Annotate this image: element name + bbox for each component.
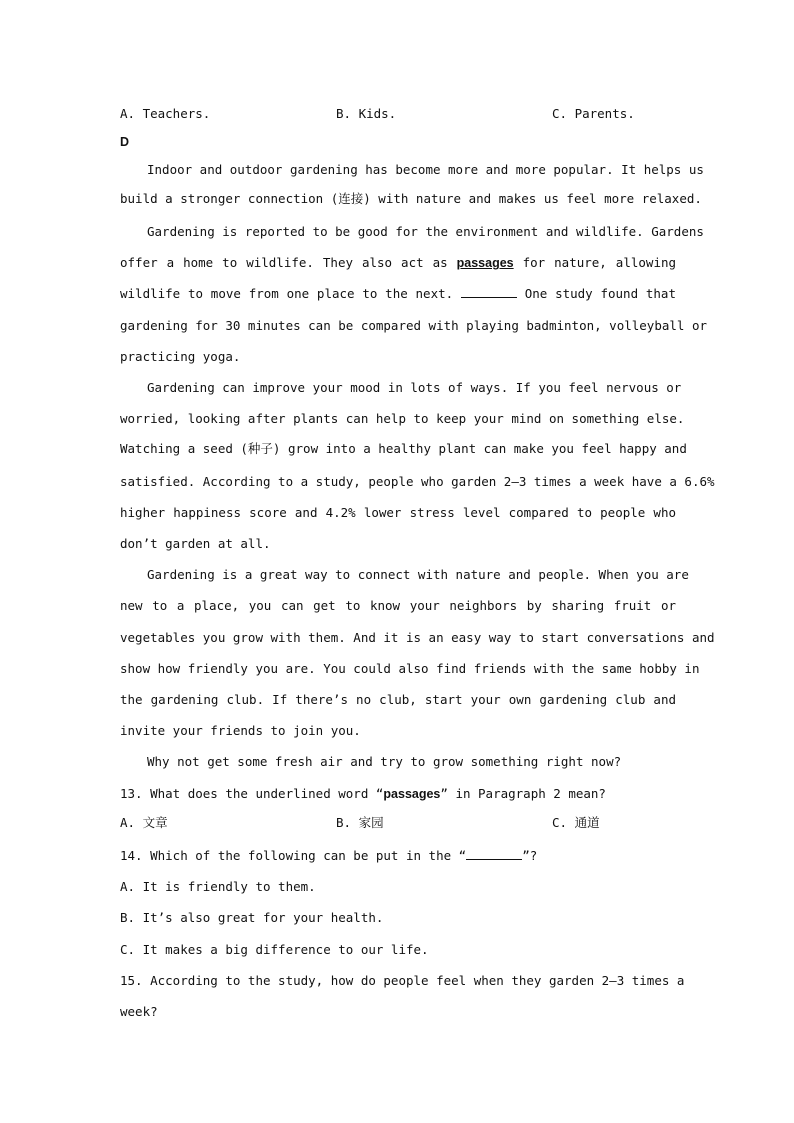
question-stem: week? xyxy=(120,1004,158,1019)
question-text: 13. What does the underlined word “ xyxy=(120,786,384,801)
option-b: B. It’s also great for your health. xyxy=(120,910,384,925)
answer-blank xyxy=(461,285,517,298)
paragraph-line: build a stronger connection (连接) with nature and makes us feel more relaxed. xyxy=(120,191,702,206)
option-a: A. 文章 xyxy=(120,815,168,830)
paragraph-text: offer a home to wildlife. They also act as xyxy=(120,255,448,270)
paragraph-line xyxy=(120,284,676,304)
question-stem: 15. According to the study, how do people feel when they garden 2–3 times a xyxy=(120,973,685,988)
question-stem xyxy=(120,846,537,866)
paragraph-line: vegetables you grow with them. And it is an easy way to start conversations and xyxy=(120,630,715,645)
paragraph-line: higher happiness score and 4.2% lower stress level compared to people who xyxy=(120,505,676,520)
paragraph-line: don’t garden at all. xyxy=(120,536,271,551)
option-a: A. It is friendly to them. xyxy=(120,879,316,894)
option-c: C. 通道 xyxy=(552,815,600,830)
paragraph-line: Indoor and outdoor gardening has become more and more popular. It helps us xyxy=(147,162,704,177)
question-text: ”? xyxy=(522,848,538,863)
question-keyword: passages xyxy=(383,787,441,801)
paragraph-line: satisfied. According to a study, people who garden 2–3 times a week have a 6.6% xyxy=(120,474,715,489)
paragraph-line: invite your friends to join you. xyxy=(120,723,361,738)
paragraph-line: show how friendly you are. You could also find friends with the same hobby in xyxy=(120,661,700,676)
paragraph-line: Gardening is reported to be good for the environment and wildlife. Gardens xyxy=(147,224,704,239)
paragraph-line: gardening for 30 minutes can be compared with playing badminton, volleyball or xyxy=(120,318,707,333)
question-text: 14. Which of the following can be put in the “ xyxy=(120,848,467,863)
question-text: ” in Paragraph 2 mean? xyxy=(440,786,606,801)
option-c: C. Parents. xyxy=(552,106,635,121)
paragraph-line: Gardening is a great way to connect with nature and people. When you are xyxy=(147,567,689,582)
paragraph-line: new to a place, you can get to know your neighbors by sharing fruit or xyxy=(120,598,676,613)
option-b: B. Kids. xyxy=(336,106,397,121)
paragraph-text: for nature, allowing xyxy=(522,255,677,270)
option-c: C. It makes a big difference to our life. xyxy=(120,942,429,957)
section-label: D xyxy=(120,135,130,149)
question-stem xyxy=(120,784,606,804)
paragraph-text: One study found that xyxy=(524,286,676,301)
paragraph-line: Watching a seed (种子) grow into a healthy plant can make you feel happy and xyxy=(120,441,687,456)
passage-paragraph-5: Why not get some fresh air and try to grow something right now? xyxy=(147,754,622,769)
paragraph-line: the gardening club. If there’s no club, start your own gardening club and xyxy=(120,692,676,707)
option-b: B. 家园 xyxy=(336,815,384,830)
paragraph-line: Gardening can improve your mood in lots of ways. If you feel nervous or xyxy=(147,380,682,395)
paragraph-text: wildlife to move from one place to the next. xyxy=(120,286,454,301)
paragraph-line: worried, looking after plants can help to keep your mind on something else. xyxy=(120,411,685,426)
answer-blank xyxy=(466,847,522,860)
paragraph-line: practicing yoga. xyxy=(120,349,241,364)
option-a: A. Teachers. xyxy=(120,106,211,121)
underlined-word: passages xyxy=(456,256,514,270)
paragraph-line xyxy=(120,253,676,273)
